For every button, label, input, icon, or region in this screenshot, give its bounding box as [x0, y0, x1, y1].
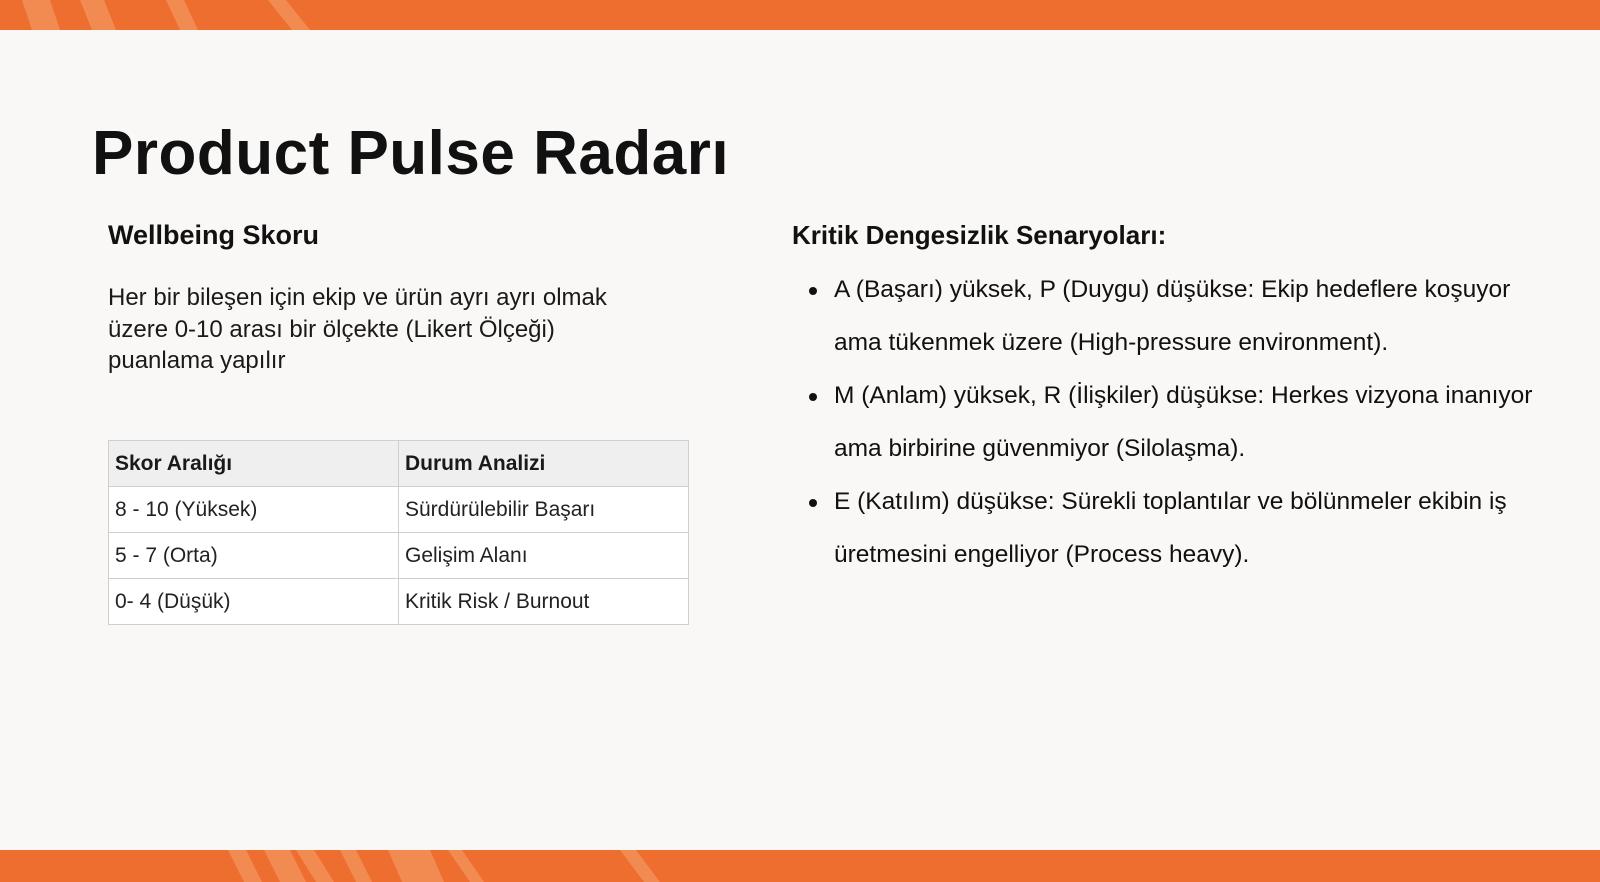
table-header-row: [109, 441, 689, 487]
table-header-status: Durum Analizi: [399, 441, 689, 487]
table-cell-range: 8 - 10 (Yüksek): [109, 487, 399, 533]
table-cell-status: Gelişim Alanı: [399, 533, 689, 579]
table-cell-range: 0- 4 (Düşük): [109, 579, 399, 625]
table-row: [109, 579, 689, 625]
top-decorative-bar: [0, 0, 1600, 30]
table-row: [109, 487, 689, 533]
list-item: E (Katılım) düşükse: Sürekli toplantılar ve bölünmeler ekibin iş üretmesini engelliyor (Process heavy).: [834, 475, 1552, 581]
table-cell-range: 5 - 7 (Orta): [109, 533, 399, 579]
list-item: A (Başarı) yüksek, P (Duygu) düşükse: Ekip hedeflere koşuyor ama tükenmek üzere (High-pressure environment).: [834, 263, 1552, 369]
wellbeing-description: Her bir bileşen için ekip ve ürün ayrı ayrı olmak üzere 0-10 arası bir ölçekte (Likert Ölçeği) puanlama yapılır: [108, 284, 607, 374]
list-item: M (Anlam) yüksek, R (İlişkiler) düşükse: Herkes vizyona inanıyor ama birbirine güvenmiyor (Silolaşma).: [834, 369, 1552, 475]
bottom-decorative-bar: [0, 850, 1600, 882]
page-title: Product Pulse Radarı: [92, 119, 730, 188]
table-cell-status: Sürdürülebilir Başarı: [399, 487, 689, 533]
wellbeing-heading: Wellbeing Skoru: [108, 220, 320, 250]
table-cell-status: Kritik Risk / Burnout: [399, 579, 689, 625]
table-row: [109, 533, 689, 579]
scenarios-heading: Kritik Dengesizlik Senaryoları:: [792, 220, 1167, 250]
score-table: [108, 440, 689, 625]
scenarios-list: [792, 263, 1552, 581]
table-header-score-range: Skor Aralığı: [109, 441, 399, 487]
